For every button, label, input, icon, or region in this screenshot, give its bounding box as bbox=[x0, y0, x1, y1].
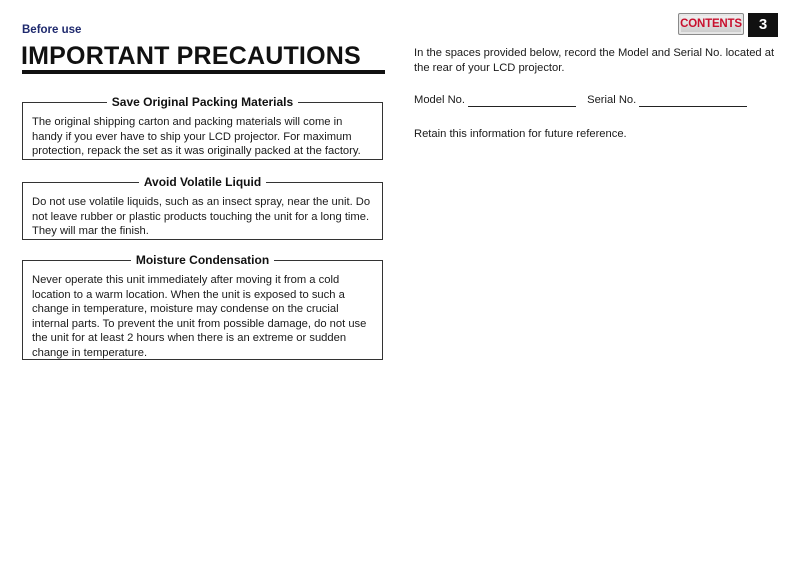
record-fields bbox=[414, 93, 747, 107]
retain-note: Retain this information for future reference. bbox=[414, 128, 627, 140]
model-number-blank bbox=[468, 96, 576, 107]
serial-number-blank bbox=[639, 96, 747, 107]
precaution-title: Moisture Condensation bbox=[131, 253, 274, 267]
precaution-title: Save Original Packing Materials bbox=[107, 95, 298, 109]
section-label: Before use bbox=[22, 24, 82, 36]
precaution-text: Never operate this unit immediately after moving it from a cold location to a warm location. When the unit is exposed to such a change in temperature, moisture may condense on the crucial internal parts. To prevent the unit from possible damage, do not use the unit for at least 2 hours when there is an extreme or sudden change in temperature. bbox=[32, 274, 367, 359]
precaution-text: The original shipping carton and packing materials will come in handy if you ever have to ship your LCD projector. For maximum protection, repack the set as it was originally packed at the factory. bbox=[32, 116, 361, 158]
precaution-box-moisture bbox=[22, 253, 383, 360]
precaution-title-container bbox=[23, 94, 382, 111]
contents-button[interactable]: CONTENTS bbox=[678, 13, 744, 35]
page-title: IMPORTANT PRECAUTIONS bbox=[21, 42, 361, 70]
serial-number-label: Serial No. bbox=[587, 94, 637, 106]
precaution-box-packing bbox=[22, 95, 383, 160]
precaution-title-container bbox=[23, 174, 382, 191]
precaution-text: Do not use volatile liquids, such as an insect spray, near the unit. Do not leave rubber or plastic products touching the unit for a long time. They will mar the finish. bbox=[32, 196, 371, 238]
precaution-box-volatile-liquid bbox=[22, 175, 383, 240]
model-number-label: Model No. bbox=[414, 94, 465, 106]
record-intro: In the spaces provided below, record the Model and Serial No. located at the rear of your LCD projector. bbox=[414, 47, 775, 74]
page-number: 3 bbox=[748, 13, 778, 37]
title-underline bbox=[22, 70, 385, 74]
precaution-title: Avoid Volatile Liquid bbox=[139, 175, 266, 189]
precaution-title-container bbox=[23, 252, 382, 269]
